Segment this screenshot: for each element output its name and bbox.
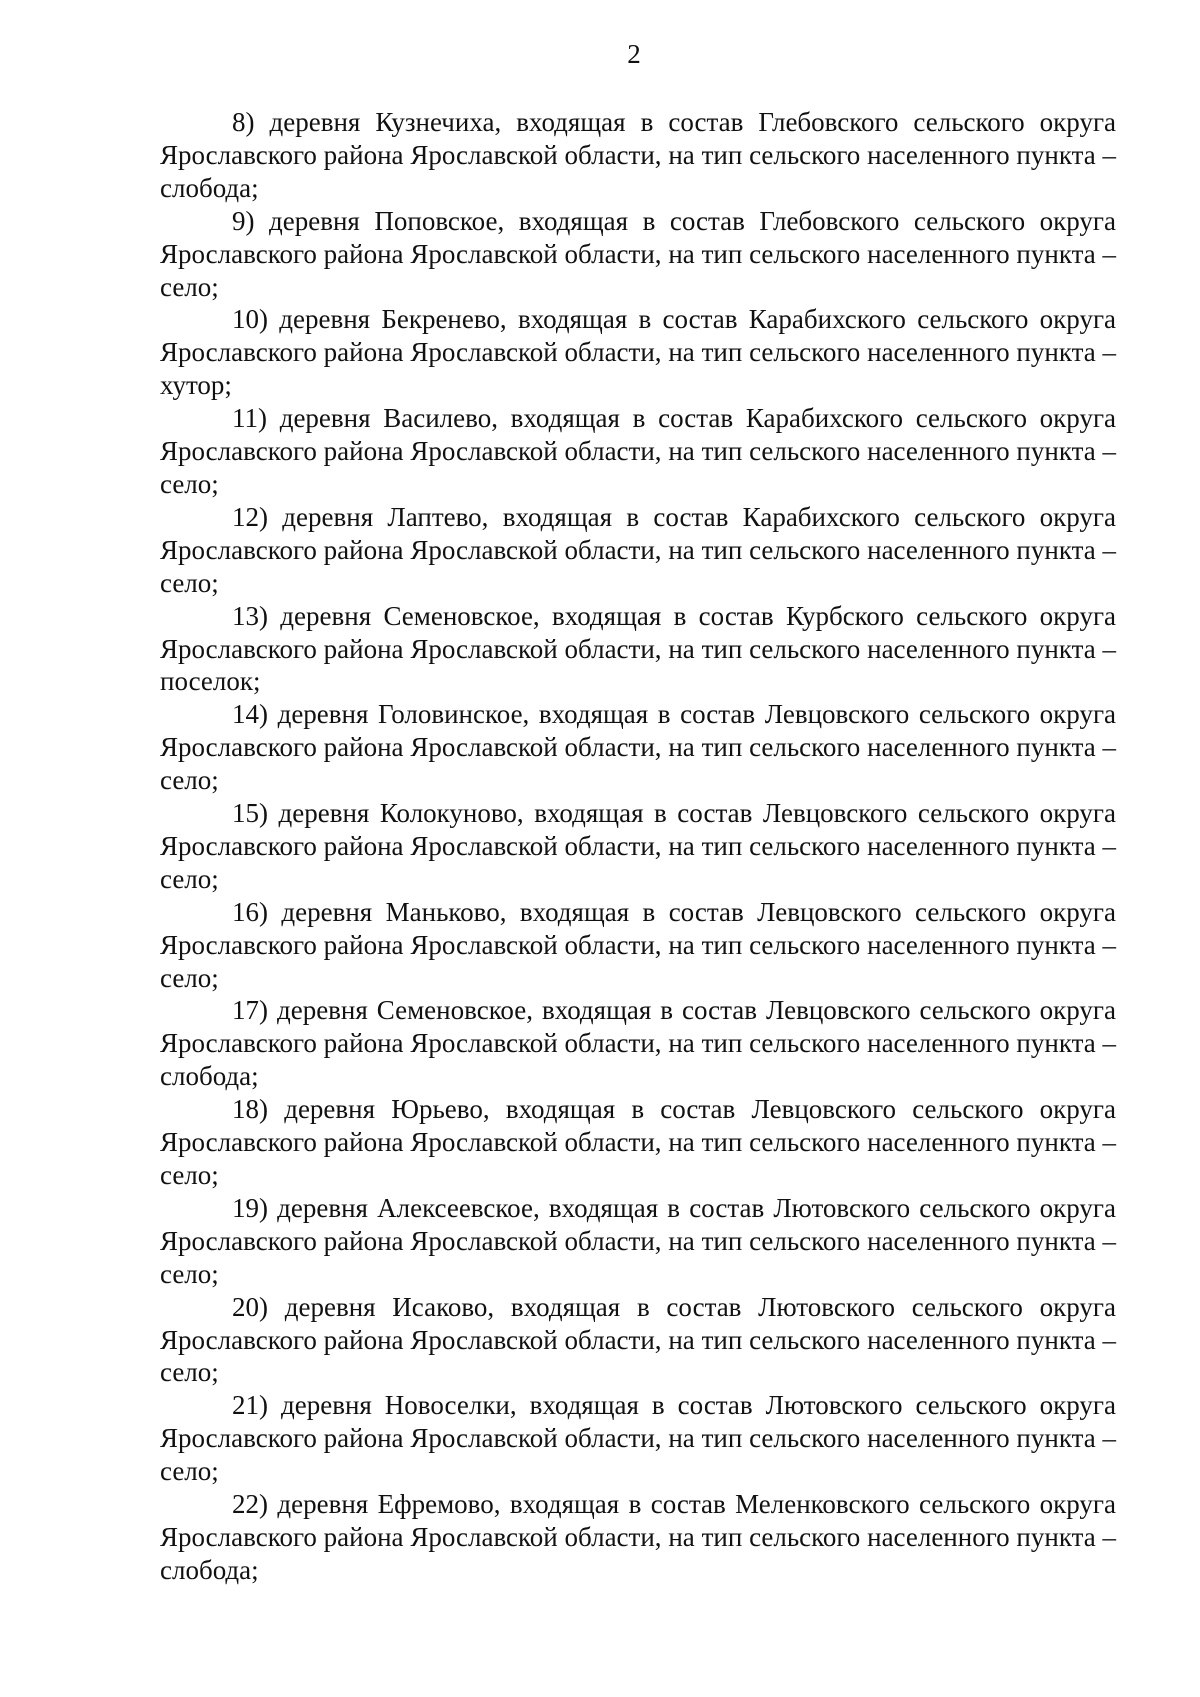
list-item: 15) деревня Колокуново, входящая в состав Левцовского сельского округа Ярославского района Ярославской области, на тип сельского населенного пункта – село; bbox=[160, 798, 1116, 894]
page-number: 2 bbox=[627, 39, 641, 69]
list-item: 20) деревня Исаково, входящая в состав Лютовского сельского округа Ярославского района Ярославской области, на тип сельского населенного пункта – село; bbox=[160, 1291, 1116, 1388]
list-item: 13) деревня Семеновское, входящая в состав Курбского сельского округа Ярославского района Ярославской области, на тип сельского населенного пункта – поселок; bbox=[160, 600, 1116, 697]
list-item: 21) деревня Новоселки, входящая в состав Лютовского сельского округа Ярославского района Ярославской области, на тип сельского населенного пункта – село; bbox=[160, 1390, 1116, 1487]
list-item: 12) деревня Лаптево, входящая в состав Карабихского сельского округа Ярославского района Ярославской области, на тип сельского населенного пункта – село; bbox=[160, 501, 1116, 598]
list-item: 9) деревня Поповское, входящая в состав Глебовского сельского округа Ярославского района Ярославской области, на тип сельского населенного пункта – село; bbox=[160, 205, 1116, 302]
list-item: 19) деревня Алексеевское, входящая в состав Лютовского сельского округа Ярославского района Ярославской области, на тип сельского населенного пункта – село; bbox=[160, 1192, 1116, 1289]
list-item: 17) деревня Семеновское, входящая в состав Левцовского сельского округа Ярославского района Ярославской области, на тип сельского населенного пункта – слобода; bbox=[160, 995, 1116, 1092]
list-item: 10) деревня Бекренево, входящая в состав Карабихского сельского округа Ярославского района Ярославской области, на тип сельского населенного пункта – хутор; bbox=[160, 304, 1116, 401]
list-item: 11) деревня Василево, входящая в состав Карабихского сельского округа Ярославского района Ярославской области, на тип сельского населенного пункта – село; bbox=[160, 403, 1116, 499]
list-item: 8) деревня Кузнечиха, входящая в состав Глебовского сельского округа Ярославского района Ярославской области, на тип сельского населенного пункта – слобода; bbox=[160, 107, 1116, 203]
list-item: 14) деревня Головинское, входящая в состав Левцовского сельского округа Ярославского района Ярославской области, на тип сельского населенного пункта – село; bbox=[160, 699, 1116, 796]
list-item: 22) деревня Ефремово, входящая в состав Меленковского сельского округа Ярославского района Ярославской области, на тип сельского населенного пункта – слобода; bbox=[160, 1489, 1116, 1585]
list-item: 16) деревня Маньково, входящая в состав Левцовского сельского округа Ярославского района Ярославской области, на тип сельского населенного пункта – село; bbox=[160, 896, 1116, 993]
document-body bbox=[160, 106, 1116, 1587]
list-item: 18) деревня Юрьево, входящая в состав Левцовского сельского округа Ярославского района Ярославской области, на тип сельского населенного пункта – село; bbox=[160, 1094, 1116, 1190]
